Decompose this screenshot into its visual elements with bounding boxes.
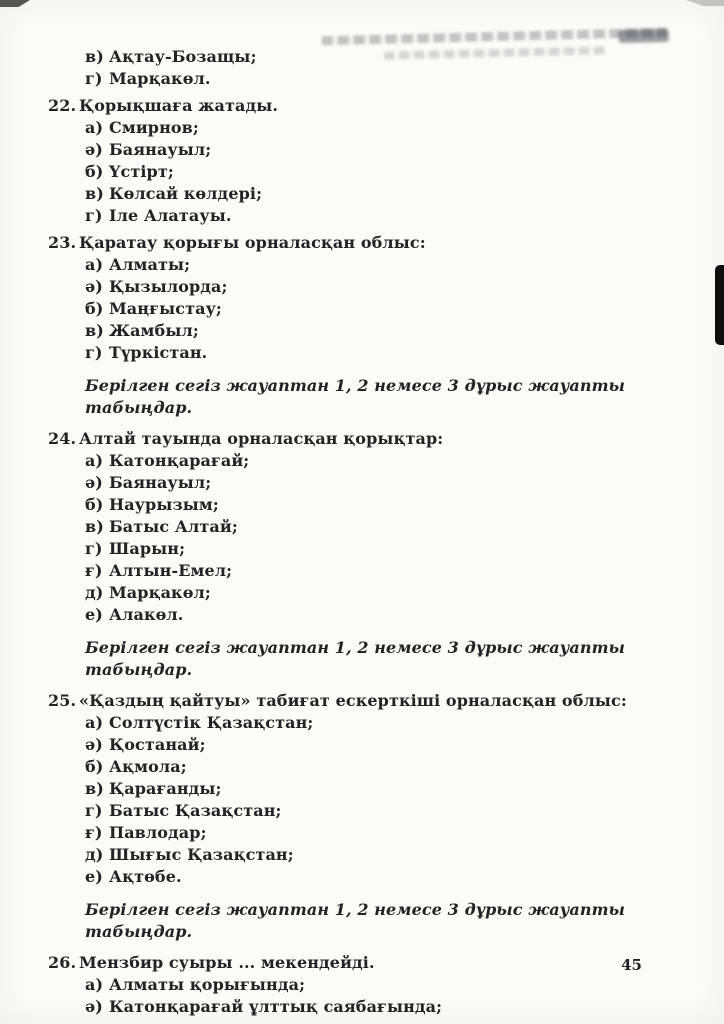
question-block <box>48 952 680 1018</box>
question-text: Қорықшаға жатады. <box>79 96 279 115</box>
question-block <box>48 690 680 888</box>
option-label: а) <box>85 975 104 994</box>
option-label: д) <box>85 583 104 602</box>
option-text: Қызылорда; <box>109 277 228 296</box>
option-text: Наурызым; <box>109 495 219 514</box>
instruction-text: Берілген сегіз жауаптан 1, 2 немесе 3 дұрыс жауапты табыңдар. <box>85 900 625 941</box>
answer-option <box>85 342 680 364</box>
answer-option <box>85 117 680 139</box>
question-heading <box>48 952 680 974</box>
answer-option <box>85 582 680 604</box>
answer-option <box>85 254 680 276</box>
answer-option <box>85 822 680 844</box>
answer-option <box>85 472 680 494</box>
answer-option <box>85 183 680 205</box>
answer-options-list <box>48 46 680 90</box>
answer-option <box>85 844 680 866</box>
option-label: ә) <box>85 473 103 492</box>
option-label: ә) <box>85 277 103 296</box>
question-text: Қаратау қорығы орналасқан облыс: <box>79 233 426 252</box>
question-text: «Қаздың қайтуы» табиғат ескерткіші орналасқан облыс: <box>79 691 627 710</box>
answer-option <box>85 46 680 68</box>
question-block <box>48 428 680 626</box>
option-text: Алакөл. <box>109 605 184 624</box>
option-label: ә) <box>85 140 103 159</box>
page-number: 45 <box>621 956 642 974</box>
option-text: Көлсай көлдері; <box>109 184 263 203</box>
option-label: б) <box>85 299 104 318</box>
question-block <box>48 95 680 227</box>
answer-options-list <box>48 450 680 626</box>
option-label: в) <box>85 321 104 340</box>
answer-option <box>85 298 680 320</box>
option-text: Қарағанды; <box>109 779 222 798</box>
option-text: Ақтау-Бозащы; <box>109 47 257 66</box>
option-label: г) <box>85 539 103 558</box>
question-text: Алтай тауында орналасқан қорықтар: <box>79 429 444 448</box>
option-text: Баянауыл; <box>109 140 212 159</box>
option-text: Ақтөбе. <box>109 867 182 886</box>
option-text: Катонқарағай; <box>109 451 250 470</box>
option-text: Үстірт; <box>109 162 174 181</box>
option-text: Павлодар; <box>109 823 207 842</box>
answer-option <box>85 516 680 538</box>
option-label: а) <box>85 118 104 137</box>
answer-option <box>85 68 680 90</box>
answer-option <box>85 450 680 472</box>
answer-options-list <box>48 974 680 1018</box>
instruction-text: Берілген сегіз жауаптан 1, 2 немесе 3 дұрыс жауапты табыңдар. <box>85 376 625 417</box>
answer-option <box>85 604 680 626</box>
answer-options-list <box>48 712 680 888</box>
answer-option <box>85 756 680 778</box>
scan-showthrough-line <box>322 28 667 45</box>
option-label: б) <box>85 757 104 776</box>
answer-option <box>85 996 680 1018</box>
option-text: Солтүстік Қазақстан; <box>109 713 314 732</box>
questions-column <box>48 46 680 1018</box>
question-number: 26. <box>48 953 77 972</box>
answer-option <box>85 538 680 560</box>
option-label: г) <box>85 801 103 820</box>
question-block <box>48 232 680 364</box>
continued-options-block <box>48 46 680 90</box>
question-heading <box>48 428 680 450</box>
question-number: 22. <box>48 96 77 115</box>
option-label: б) <box>85 162 104 181</box>
answer-option <box>85 866 680 888</box>
option-text: Іле Алатауы. <box>109 206 232 225</box>
option-label: а) <box>85 255 104 274</box>
option-label: г) <box>85 343 103 362</box>
answer-option <box>85 778 680 800</box>
question-heading <box>48 95 680 117</box>
question-number: 23. <box>48 233 77 252</box>
option-label: ғ) <box>85 561 103 580</box>
option-label: в) <box>85 184 104 203</box>
option-text: Батыс Алтай; <box>109 517 238 536</box>
option-label: б) <box>85 495 104 514</box>
scan-artifact-top-right-corner <box>678 0 724 6</box>
option-text: Марқакөл. <box>109 69 211 88</box>
question-text: Мензбир суыры ... мекендейді. <box>79 953 375 972</box>
answer-options-list <box>48 254 680 364</box>
option-text: Ақмола; <box>109 757 187 776</box>
option-text: Катонқарағай ұлттық саябағында; <box>109 997 443 1016</box>
option-text: Алматы қорығында; <box>109 975 306 994</box>
option-label: ә) <box>85 997 103 1016</box>
option-text: Баянауыл; <box>109 473 212 492</box>
option-label: д) <box>85 845 104 864</box>
option-label: ә) <box>85 735 103 754</box>
option-text: Маңғыстау; <box>109 299 222 318</box>
scan-artifact-top-left-corner <box>0 0 30 7</box>
question-number: 25. <box>48 691 77 710</box>
answer-option <box>85 734 680 756</box>
answer-option <box>85 320 680 342</box>
option-label: г) <box>85 206 103 225</box>
option-text: Түркістан. <box>109 343 208 362</box>
option-text: Жамбыл; <box>109 321 199 340</box>
question-heading <box>48 690 680 712</box>
scan-showthrough-smudge <box>619 29 669 43</box>
answer-option <box>85 712 680 734</box>
question-heading <box>48 232 680 254</box>
answer-option <box>85 494 680 516</box>
answer-option <box>85 974 680 996</box>
option-text: Батыс Қазақстан; <box>109 801 282 820</box>
answer-option <box>85 161 680 183</box>
answer-option <box>85 139 680 161</box>
option-label: ғ) <box>85 823 103 842</box>
answer-option <box>85 800 680 822</box>
option-label: в) <box>85 517 104 536</box>
option-label: в) <box>85 47 104 66</box>
option-label: е) <box>85 867 103 886</box>
option-text: Шарын; <box>109 539 186 558</box>
answer-option <box>85 560 680 582</box>
option-text: Алматы; <box>109 255 191 274</box>
option-text: Алтын-Емел; <box>109 561 233 580</box>
option-label: а) <box>85 451 104 470</box>
question-number: 24. <box>48 429 77 448</box>
option-label: е) <box>85 605 103 624</box>
option-text: Смирнов; <box>109 118 199 137</box>
option-text: Марқакөл; <box>109 583 211 602</box>
instruction-text: Берілген сегіз жауаптан 1, 2 немесе 3 дұрыс жауапты табыңдар. <box>85 638 625 679</box>
option-label: в) <box>85 779 104 798</box>
option-label: г) <box>85 69 103 88</box>
scan-binding-mark <box>715 265 724 345</box>
option-label: а) <box>85 713 104 732</box>
answer-option <box>85 205 680 227</box>
option-text: Шығыс Қазақстан; <box>109 845 294 864</box>
answer-option <box>85 276 680 298</box>
answer-options-list <box>48 117 680 227</box>
option-text: Қостанай; <box>109 735 206 754</box>
